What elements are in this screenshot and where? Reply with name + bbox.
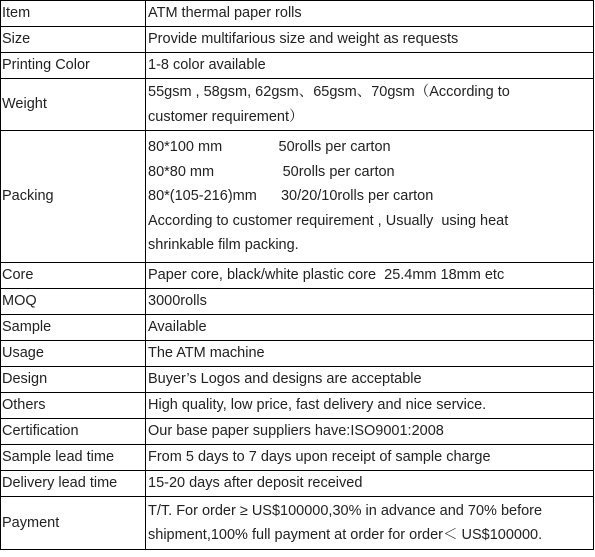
row-label: MOQ	[1, 289, 146, 315]
value-line: 55gsm , 58gsm, 62gsm、65gsm、70gsm（According to	[148, 84, 510, 100]
row-label: Weight	[1, 79, 146, 131]
row-value	[146, 445, 594, 471]
row-value	[146, 471, 594, 497]
value-line: 15-20 days after deposit received	[148, 475, 363, 492]
value-line: High quality, low price, fast delivery and nice service.	[148, 397, 487, 414]
row-label: Item	[1, 1, 146, 27]
row-label: Certification	[1, 419, 146, 445]
table-row	[1, 27, 594, 53]
row-value	[146, 27, 594, 53]
row-label: Size	[1, 27, 146, 53]
row-label: Payment	[1, 497, 146, 550]
table-row	[1, 53, 594, 79]
row-value	[146, 315, 594, 341]
value-line: The ATM machine	[148, 345, 265, 362]
table-row	[1, 497, 594, 550]
value-line: Available	[148, 319, 207, 336]
row-value	[146, 367, 594, 393]
value-line: From 5 days to 7 days upon receipt of sample charge	[148, 449, 491, 466]
row-value	[146, 341, 594, 367]
table-row	[1, 419, 594, 445]
value-line: Buyer’s Logos and designs are acceptable	[148, 371, 422, 388]
table-row	[1, 471, 594, 497]
row-value	[146, 263, 594, 289]
table-row	[1, 341, 594, 367]
row-label: Others	[1, 393, 146, 419]
row-label: Delivery lead time	[1, 471, 146, 497]
value-line: 1-8 color available	[148, 57, 266, 74]
row-value	[146, 393, 594, 419]
table-row	[1, 289, 594, 315]
value-line: Paper core, black/white plastic core 25.4mm 18mm etc	[148, 267, 505, 284]
table-row	[1, 367, 594, 393]
table-row	[1, 79, 594, 131]
table-row	[1, 1, 594, 27]
row-label: Usage	[1, 341, 146, 367]
table-row	[1, 445, 594, 471]
table-row	[1, 263, 594, 289]
row-value	[146, 289, 594, 315]
value-line: 80*100 mm 50rolls per carton	[148, 139, 391, 156]
row-label: Packing	[1, 131, 146, 263]
value-line: Our base paper suppliers have:ISO9001:2008	[148, 423, 444, 440]
row-value	[146, 1, 594, 27]
table-row	[1, 315, 594, 341]
row-value	[146, 131, 594, 263]
value-line: 80*80 mm 50rolls per carton	[148, 163, 395, 180]
value-line: customer requirement）	[148, 108, 304, 125]
value-line: shrinkable film packing.	[148, 237, 299, 254]
value-line: ATM thermal paper rolls	[148, 5, 302, 22]
table-row	[1, 393, 594, 419]
value-line: 3000rolls	[148, 293, 207, 310]
value-line: 80*(105-216)mm 30/20/10rolls per carton	[148, 188, 434, 205]
row-label: Core	[1, 263, 146, 289]
table-row	[1, 131, 594, 263]
row-label: Sample	[1, 315, 146, 341]
value-line: According to customer requirement , Usually using heat	[148, 212, 509, 229]
value-line: shipment,100% full payment at order for order＜ US$100000.	[148, 527, 543, 543]
row-label: Printing Color	[1, 53, 146, 79]
row-value	[146, 53, 594, 79]
value-line: T/T. For order ≥ US$100000,30% in advance and 70% before	[148, 502, 543, 519]
row-label: Design	[1, 367, 146, 393]
row-value	[146, 497, 594, 550]
row-value	[146, 79, 594, 131]
value-line: Provide multifarious size and weight as requests	[148, 31, 459, 48]
row-value	[146, 419, 594, 445]
row-label: Sample lead time	[1, 445, 146, 471]
